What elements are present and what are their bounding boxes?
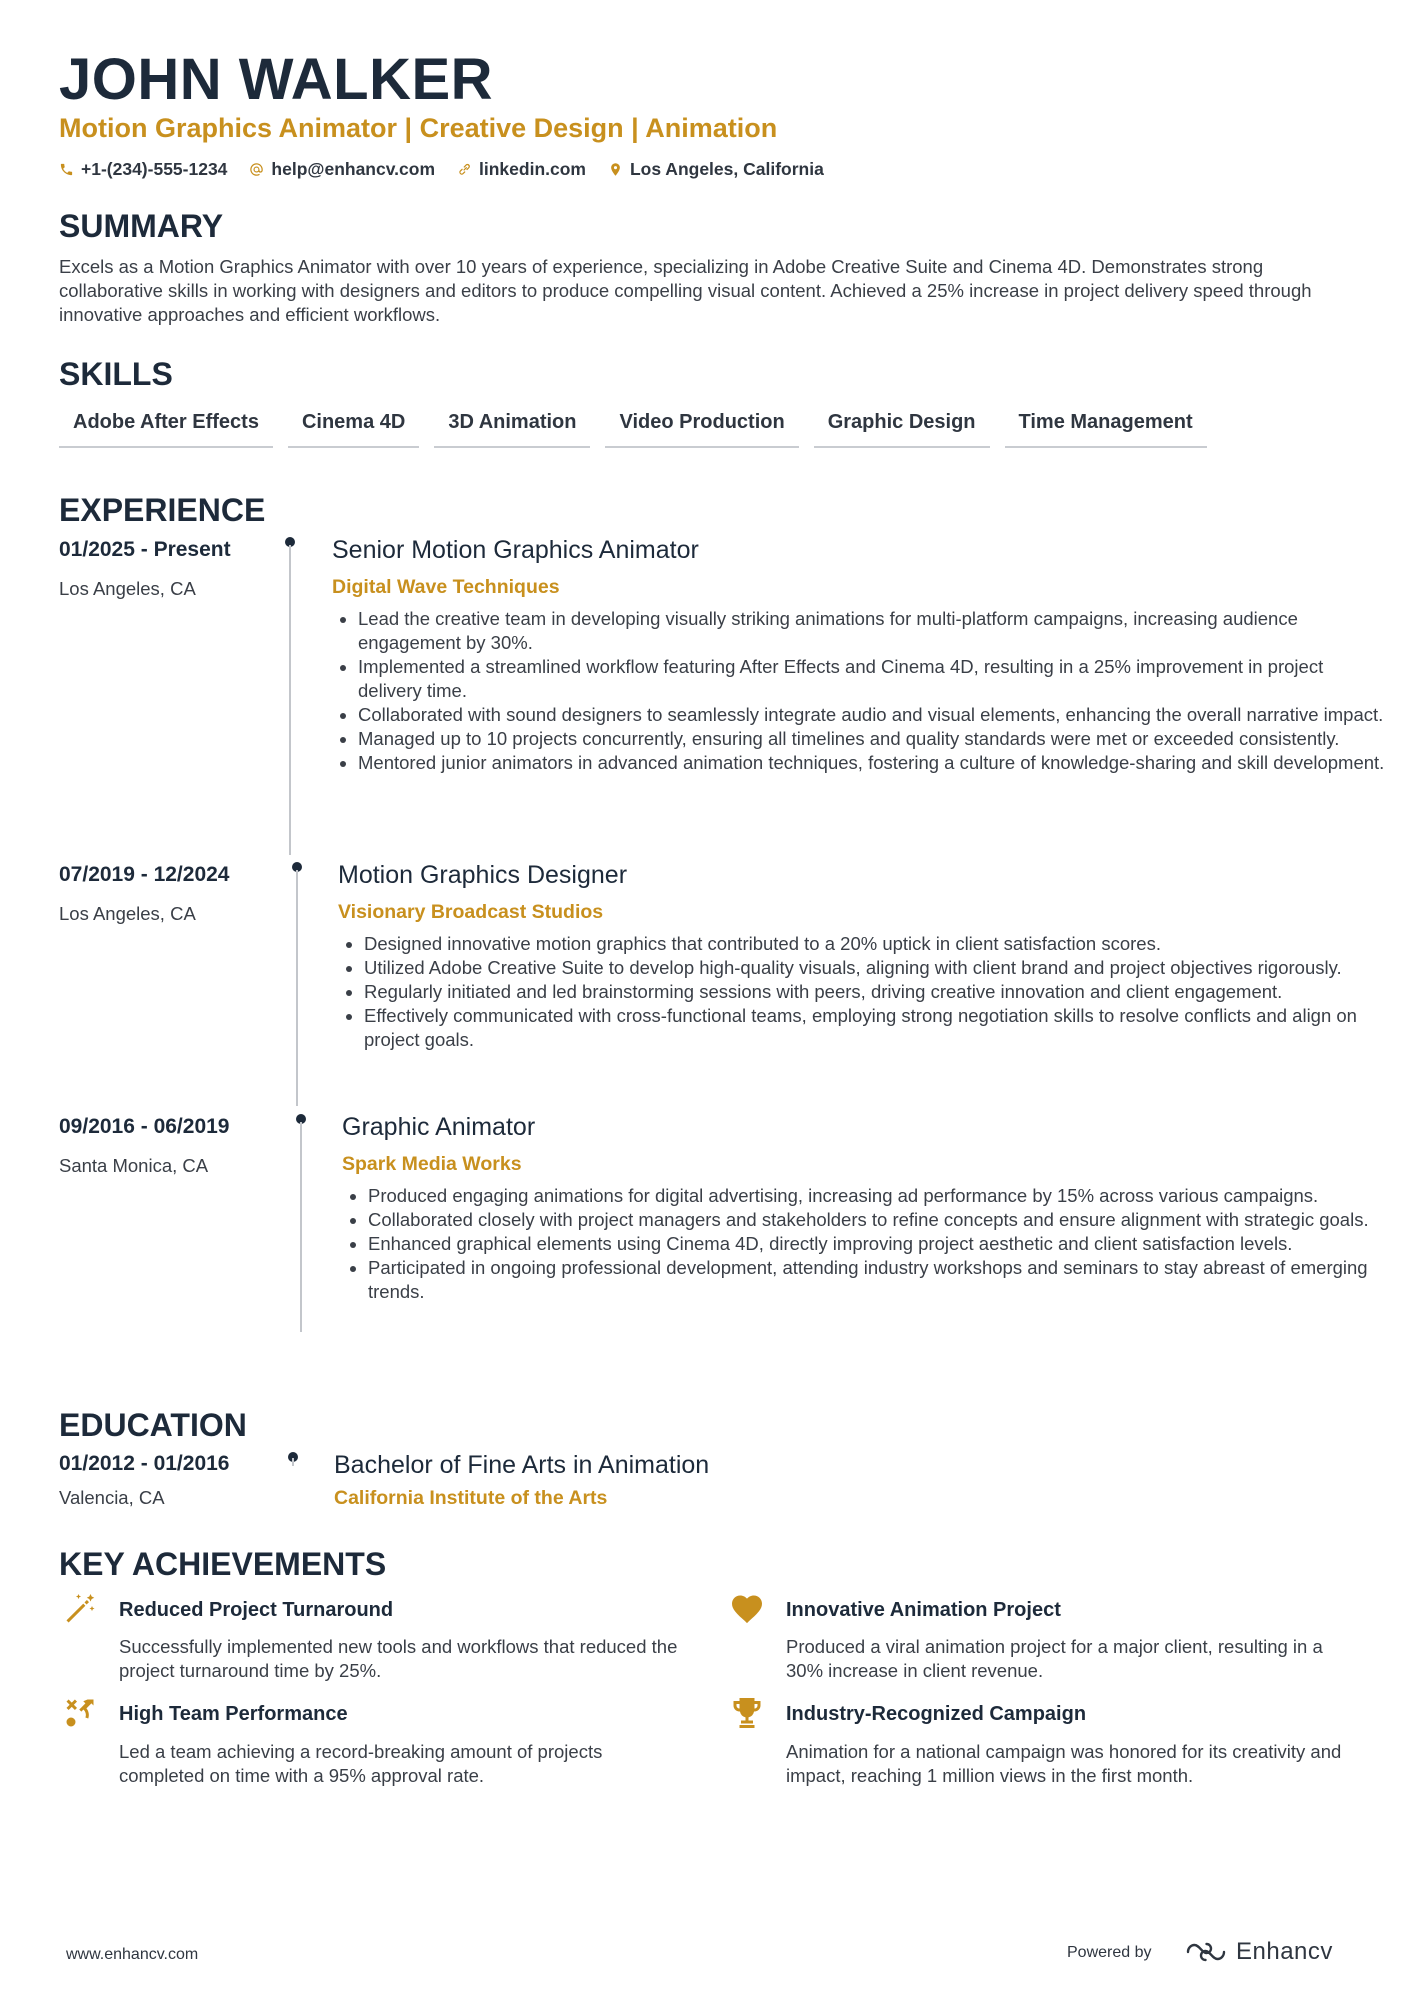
phone-icon — [59, 162, 74, 177]
job-bullet: • Collaborated closely with project managers and stakeholders to refine concepts and ensure alignment with strategic goals. — [368, 1208, 1378, 1232]
job-dates: 07/2019 - 12/2024 — [59, 863, 230, 886]
job-bullet: • Designed innovative motion graphics that contributed to a 20% uptick in client satisfaction scores. — [364, 932, 1374, 956]
heart-icon — [729, 1591, 765, 1627]
achievement-title: Reduced Project Turnaround — [119, 1599, 394, 1621]
achievement-title: Industry-Recognized Campaign — [786, 1703, 1087, 1725]
contact-location-text: Los Angeles, California — [629, 159, 824, 179]
contact-location — [608, 159, 824, 180]
job-bullet: • Implemented a streamlined workflow featuring After Effects and Cinema 4D, resulting in a 25% improvement in project delivery time. — [358, 655, 1388, 703]
timeline-line — [300, 1122, 302, 1332]
achievement-text: Produced a viral animation project for a major client, resulting in a 30% increase in client revenue. — [786, 1636, 1323, 1681]
job-location: Los Angeles, CA — [59, 903, 196, 924]
contact-email-text: help@enhancv.com — [271, 159, 436, 179]
skill-tag: Graphic Design — [814, 407, 990, 448]
achievement-text: Led a team achieving a record-breaking amount of projects completed on time with a 95% approval rate. — [119, 1741, 603, 1786]
contact-linkedin[interactable] — [457, 159, 586, 180]
enhancv-logo-icon — [1184, 1940, 1228, 1964]
achievement-title: High Team Performance — [119, 1703, 348, 1725]
enhancv-logo[interactable] — [1184, 1938, 1333, 1966]
candidate-name: JOHN WALKER — [59, 47, 494, 112]
contact-bar — [59, 159, 824, 180]
timeline-line — [296, 870, 298, 1106]
job-location: Santa Monica, CA — [59, 1155, 209, 1176]
job-dates: 09/2016 - 06/2019 — [59, 1115, 230, 1138]
job-bullet: • Collaborated with sound designers to seamlessly integrate audio and visual elements, enhancing the overall narrative impact. — [358, 703, 1388, 727]
job-bullet: • Effectively communicated with cross-functional teams, employing strong negotiation skills to resolve conflicts and align on project goals. — [364, 1004, 1374, 1052]
footer-powered-by: Powered by — [1067, 1944, 1152, 1961]
job-dates: 01/2025 - Present — [59, 538, 231, 561]
headline: Motion Graphics Animator | Creative Design | Animation — [59, 113, 778, 143]
skill-tag: Time Management — [1005, 407, 1207, 448]
achievements-title: KEY ACHIEVEMENTS — [59, 1546, 387, 1582]
job-role: Graphic Animator — [342, 1113, 536, 1141]
experience-title: EXPERIENCE — [59, 492, 266, 528]
achievement-title: Innovative Animation Project — [786, 1599, 1061, 1621]
job-company: Spark Media Works — [342, 1153, 522, 1175]
job-company: Visionary Broadcast Studios — [338, 901, 604, 923]
link-icon — [457, 162, 472, 177]
education-school: California Institute of the Arts — [334, 1487, 608, 1509]
job-bullet: • Lead the creative team in developing visually striking animations for multi-platform campaigns, increasing audience engagement by 30%. — [358, 607, 1388, 655]
skills-list — [59, 407, 1207, 448]
job-bullets — [332, 607, 1388, 775]
education-title: EDUCATION — [59, 1407, 247, 1443]
contact-phone[interactable] — [59, 159, 227, 180]
achievement-text: Animation for a national campaign was honored for its creativity and impact, reaching 1 million views in the first month. — [786, 1741, 1342, 1786]
contact-phone-text: +1-(234)-555-1234 — [81, 159, 228, 179]
location-pin-icon — [608, 162, 623, 177]
job-location: Los Angeles, CA — [59, 578, 196, 599]
job-role: Senior Motion Graphics Animator — [332, 536, 699, 564]
contact-linkedin-text: linkedin.com — [479, 159, 586, 179]
strategy-icon — [62, 1695, 98, 1731]
job-company: Digital Wave Techniques — [332, 576, 560, 598]
job-bullet: • Regularly initiated and led brainstorming sessions with peers, driving creative innovation and client engagement. — [364, 980, 1374, 1004]
skill-tag: Adobe After Effects — [59, 407, 273, 448]
magic-wand-icon — [62, 1591, 98, 1627]
at-icon — [249, 162, 264, 177]
trophy-icon — [729, 1695, 765, 1731]
timeline-line — [289, 545, 291, 855]
job-bullet: • Enhanced graphical elements using Cinema 4D, directly improving project aesthetic and client satisfaction levels. — [368, 1232, 1378, 1256]
education-location: Valencia, CA — [59, 1487, 165, 1508]
contact-email[interactable] — [249, 159, 435, 180]
skills-title: SKILLS — [59, 356, 173, 392]
job-bullet: • Utilized Adobe Creative Suite to develop high-quality visuals, aligning with client brand and project objectives rigorously. — [364, 956, 1374, 980]
education-dates: 01/2012 - 01/2016 — [59, 1452, 230, 1475]
footer-website-link[interactable]: www.enhancv.com — [66, 1946, 199, 1963]
summary-title: SUMMARY — [59, 208, 224, 244]
job-bullet: • Mentored junior animators in advanced animation techniques, fostering a culture of knowledge-sharing and skill development. — [358, 751, 1388, 775]
job-role: Motion Graphics Designer — [338, 861, 628, 889]
achievement-text: Successfully implemented new tools and workflows that reduced the project turnaround time by 25%. — [119, 1636, 678, 1681]
job-bullet: • Produced engaging animations for digital advertising, increasing ad performance by 15% across various campaigns. — [368, 1184, 1378, 1208]
skill-tag: Video Production — [605, 407, 798, 448]
education-degree: Bachelor of Fine Arts in Animation — [334, 1451, 710, 1479]
timeline-line — [292, 1458, 294, 1466]
enhancv-logo-text: Enhancv — [1236, 1938, 1333, 1965]
job-bullets — [338, 932, 1374, 1052]
summary-text: Excels as a Motion Graphics Animator with over 10 years of experience, specializing in Adobe Creative Suite and Cinema 4D. Demonstrates strong collaborative skills in working with designers and editors to produce compelling visual content. Achieved a 25% increase in project delivery speed through innovative approaches and efficient workflows. — [59, 256, 1312, 325]
job-bullets — [342, 1184, 1378, 1304]
skill-tag: 3D Animation — [434, 407, 590, 448]
job-bullet: • Managed up to 10 projects concurrently, ensuring all timelines and quality standards were met or exceeded consistently. — [358, 727, 1388, 751]
job-bullet: • Participated in ongoing professional development, attending industry workshops and seminars to stay abreast of emerging trends. — [368, 1256, 1378, 1304]
skill-tag: Cinema 4D — [288, 407, 419, 448]
